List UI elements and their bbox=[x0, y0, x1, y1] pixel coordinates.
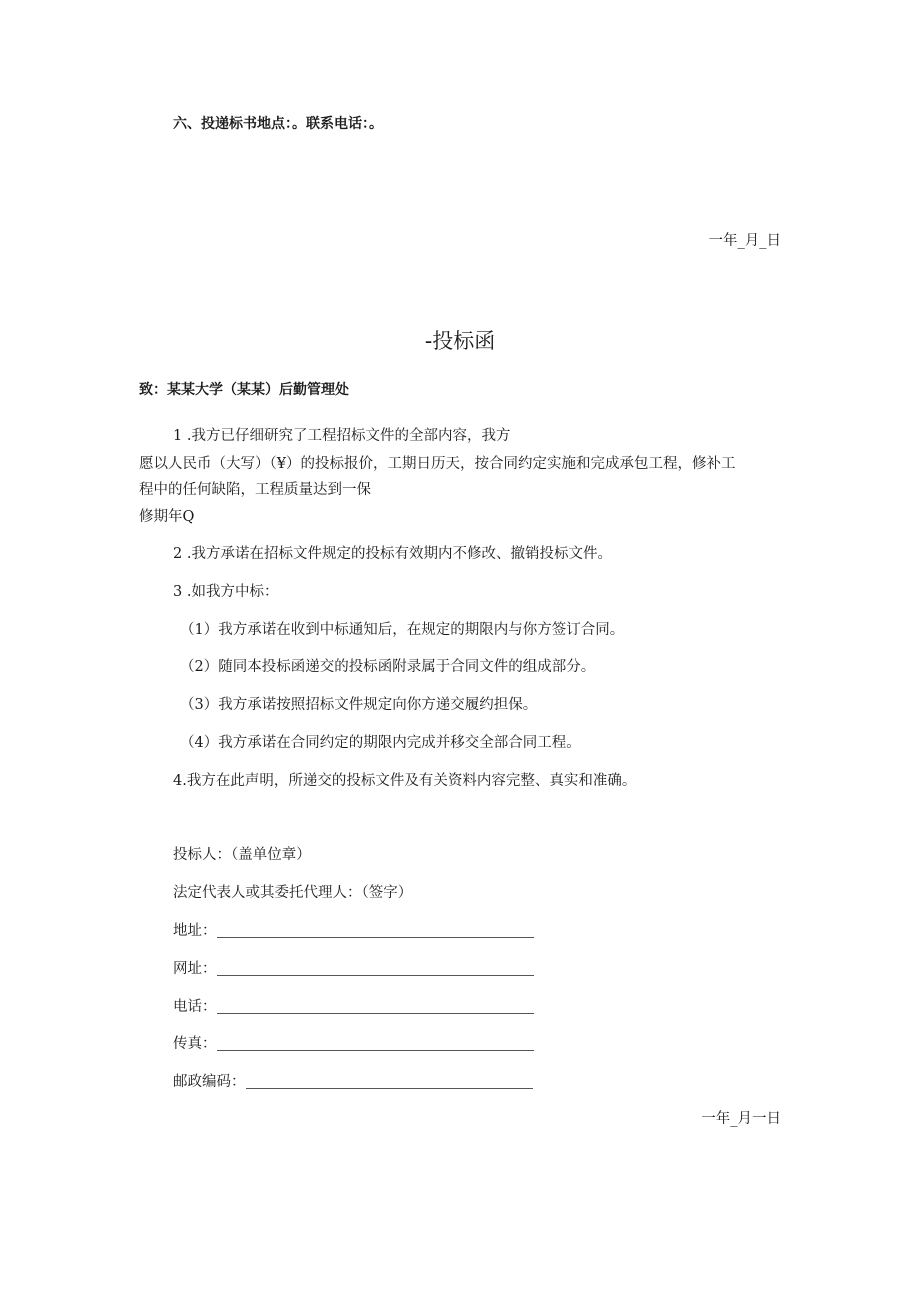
phone-label: 电话： bbox=[173, 999, 217, 1015]
date-line-top: 一年_月_日 bbox=[708, 233, 781, 249]
item-2: 2 .我方承诺在招标文件规定的投标有效期内不修改、撤销投标文件。 bbox=[173, 546, 612, 562]
phone-blank[interactable] bbox=[217, 999, 534, 1014]
fax-blank[interactable] bbox=[217, 1036, 534, 1051]
item-1-line-2: 愿以人民币（大写）（¥）的投标报价，工期日历天，按合同约定实施和完成承包工程，修补工 bbox=[139, 456, 736, 472]
sub-item-1: （1）我方承诺在收到中标通知后，在规定的期限内与你方签订合同。 bbox=[180, 622, 625, 638]
postcode-label: 邮政编码： bbox=[173, 1074, 246, 1090]
address-blank[interactable] bbox=[217, 923, 534, 938]
fax-label: 传真： bbox=[173, 1036, 217, 1052]
delivery-location-line: 六、投递标书地点：。联系电话：。 bbox=[173, 116, 383, 132]
postcode-field-row bbox=[173, 1068, 533, 1092]
letter-title: -投标函 bbox=[424, 329, 496, 353]
item-3: 3 .如我方中标： bbox=[173, 584, 279, 600]
representative-line: 法定代表人或其委托代理人：（签字） bbox=[173, 885, 413, 901]
date-line-bottom: 一年_月一日 bbox=[701, 1111, 781, 1127]
website-field-row bbox=[173, 955, 534, 979]
item-4: 4.我方在此声明，所递交的投标文件及有关资料内容完整、真实和准确。 bbox=[173, 773, 637, 789]
address-label: 地址： bbox=[173, 923, 217, 939]
item-1-line-1: 1 .我方已仔细研究了工程招标文件的全部内容，我方 bbox=[173, 428, 511, 444]
address-field-row bbox=[173, 917, 534, 941]
sub-item-4: （4）我方承诺在合同约定的期限内完成并移交全部合同工程。 bbox=[180, 735, 581, 751]
item-1-line-3: 程中的任何缺陷，工程质量达到一保 bbox=[139, 482, 371, 498]
bidder-line: 投标人：（盖单位章） bbox=[173, 847, 311, 863]
website-blank[interactable] bbox=[217, 961, 534, 976]
sub-item-3: （3）我方承诺按照招标文件规定向你方递交履约担保。 bbox=[180, 697, 538, 713]
phone-field-row bbox=[173, 993, 534, 1017]
item-1-line-4: 修期年Q bbox=[139, 509, 195, 525]
sub-item-2: （2）随同本投标函递交的投标函附录属于合同文件的组成部分。 bbox=[180, 659, 596, 675]
addressee-line: 致：某某大学（某某）后勤管理处 bbox=[139, 382, 349, 398]
postcode-blank[interactable] bbox=[246, 1074, 533, 1089]
website-label: 网址： bbox=[173, 961, 217, 977]
fax-field-row bbox=[173, 1030, 534, 1054]
